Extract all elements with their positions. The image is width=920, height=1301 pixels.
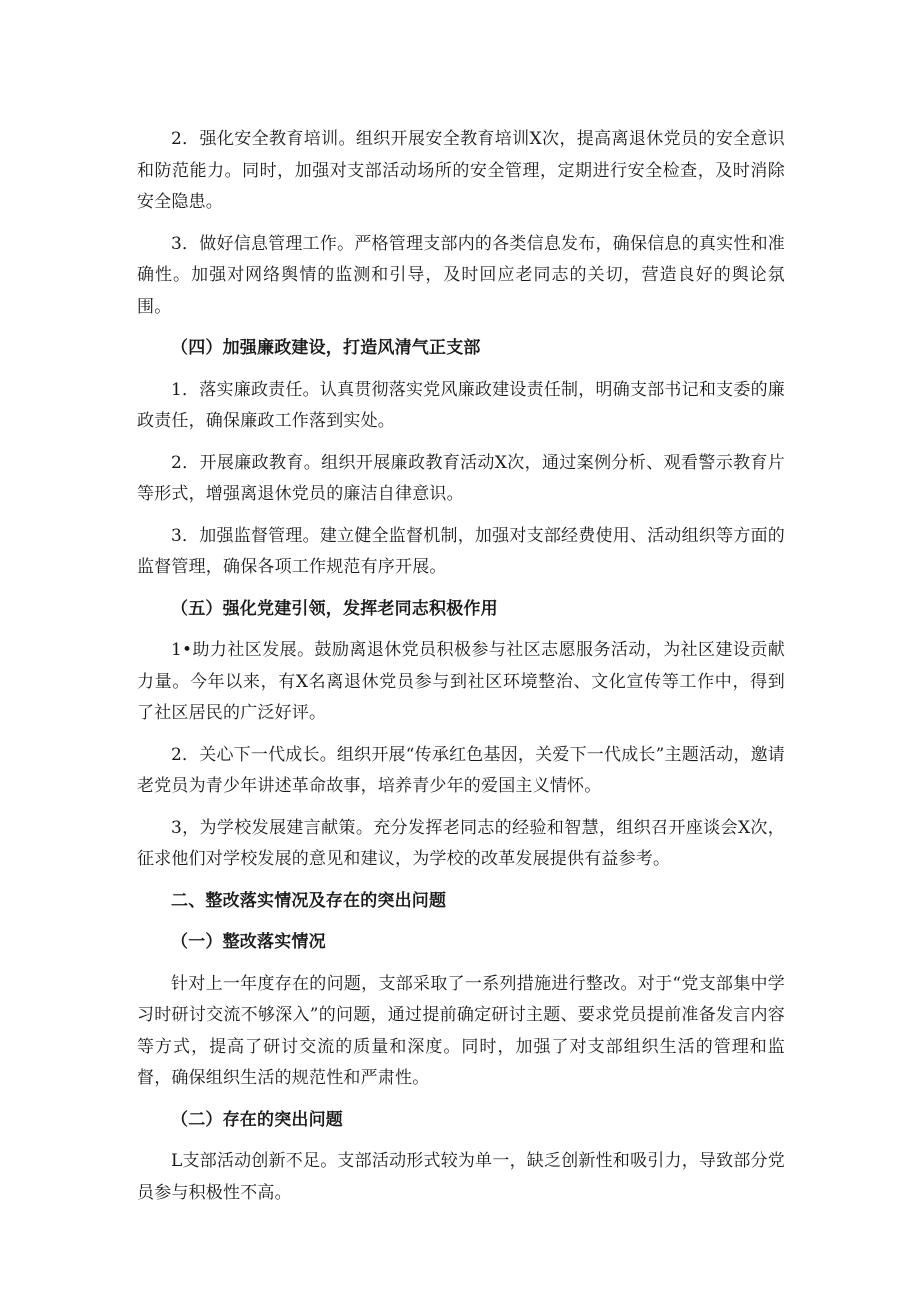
paragraph-community-development: 1•助力社区发展。鼓励离退休党员积极参与社区志愿服务活动，为社区建设贡献力量。今年以来，有X名离退休党员参与到社区环境整治、文化宣传等工作中，得到了社区居民的广泛好评。 [137,640,785,723]
paragraph-innovation-lacking: L支部活动创新不足。支部活动形式较为单一，缺乏创新性和吸引力，导致部分党员参与积极性不高。 [137,1151,785,1203]
heading-section-two: 二、整改落实情况及存在的突出问题 [171,890,447,911]
document-body [137,124,785,1209]
paragraph-integrity-responsibility: 1．落实廉政责任。认真贯彻落实党风廉政建设责任制，明确支部书记和支委的廉政责任，确保廉政工作落到实处。 [137,379,785,431]
paragraph-rectification: 针对上一年度存在的问题，支部采取了一系列措施进行整改。对于“党支部集中学习时研讨交流不够深入”的问题，通过提前确定研讨主题、要求党员提前准备发言内容等方式，提高了研讨交流的质量和深度。同时，加强了对支部组织生活的管理和监督，确保组织生活的规范性和严肃性。 [137,973,785,1088]
paragraph-school-advice: 3，为学校发展建言献策。充分发挥老同志的经验和智慧，组织召开座谈会X次，征求他们对学校发展的意见和建议，为学校的改革发展提供有益参考。 [137,817,785,869]
heading-outstanding-problems: （二）存在的突出问题 [171,1109,343,1130]
paragraph-supervision: 3．加强监督管理。建立健全监督机制，加强对支部经费使用、活动组织等方面的监督管理，确保各项工作规范有序开展。 [137,525,785,577]
paragraph-safety-training: 2．强化安全教育培训。组织开展安全教育培训X次，提高离退休党员的安全意识和防范能力。同时，加强对支部活动场所的安全管理，定期进行安全检查，及时消除安全隐患。 [137,129,785,212]
heading-integrity-construction: （四）加强廉政建设，打造风清气正支部 [171,338,481,358]
paragraph-integrity-education: 2．开展廉政教育。组织开展廉政教育活动X次，通过案例分析、观看警示教育片等形式，增强离退休党员的廉洁自律意识。 [137,452,785,504]
paragraph-next-generation: 2．关心下一代成长。组织开展“传承红色基因，关爱下一代成长”主题活动，邀请老党员为青少年讲述革命故事，培养青少年的爱国主义情怀。 [137,744,785,796]
paragraph-info-management: 3．做好信息管理工作。严格管理支部内的各类信息发布，确保信息的真实性和准确性。加强对网络舆情的监测和引导，及时回应老同志的关切，营造良好的舆论氛围。 [137,233,785,317]
heading-party-leadership: （五）强化党建引领，发挥老同志积极作用 [171,598,498,619]
heading-rectification-status: （一）整改落实情况 [171,932,326,952]
